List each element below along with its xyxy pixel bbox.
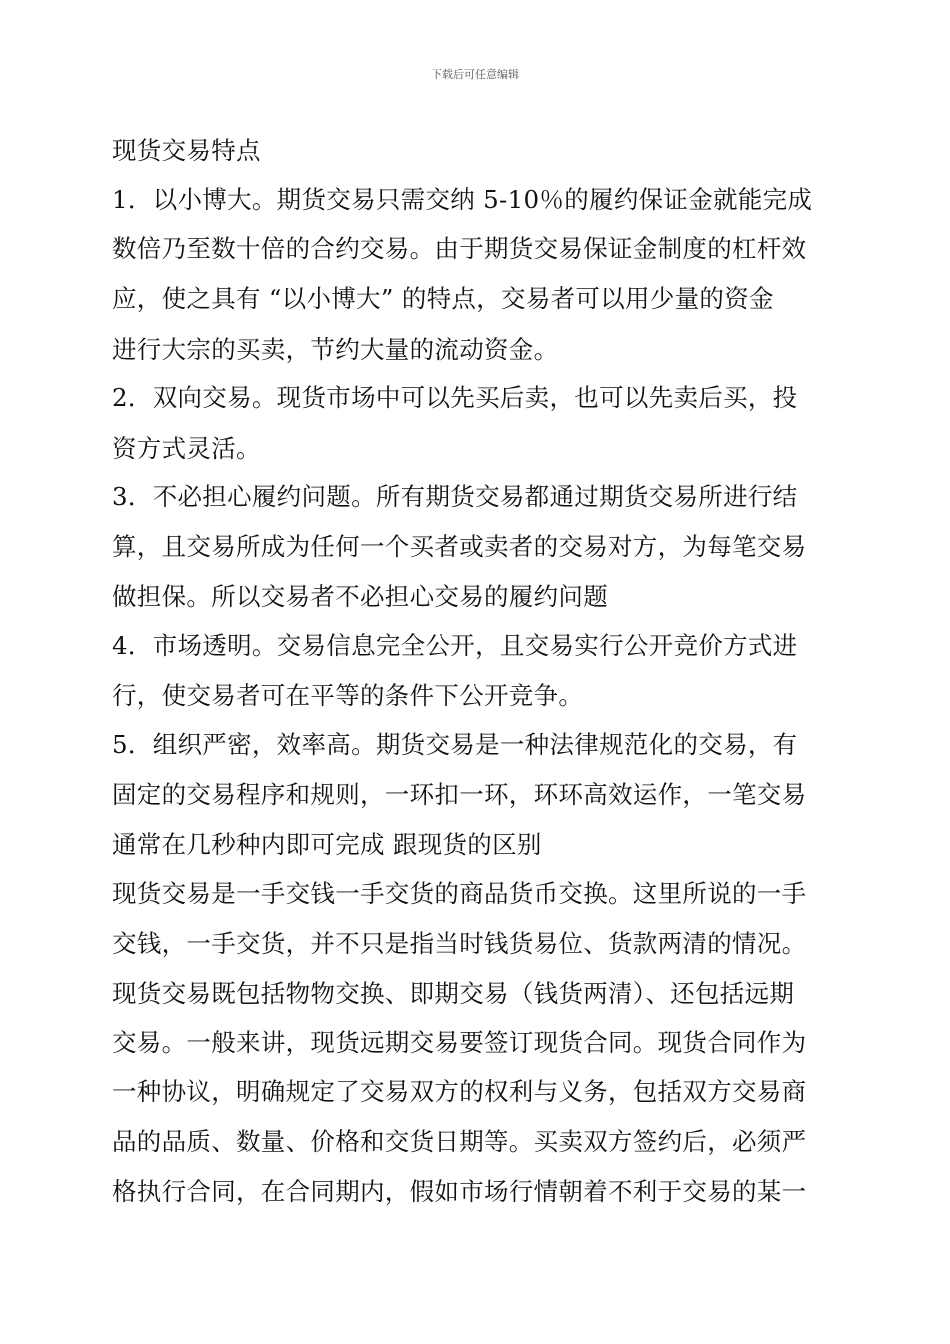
paragraph-line: 4．市场透明。交易信息完全公开，且交易实行公开竞价方式进 [112, 631, 798, 660]
paragraph-line: 2．双向交易。现货市场中可以先买后卖，也可以先卖后买，投 [112, 383, 798, 412]
paragraph-line: 通常在几秒种内即可完成 跟现货的区别 [112, 830, 542, 859]
paragraph-line: 数倍乃至数十倍的合约交易。由于期货交易保证金制度的杠杆效 [112, 234, 807, 263]
paragraph-line: 1．以小博大。期货交易只需交纳 5-10％的履约保证金就能完成 [112, 185, 813, 214]
paragraph-line: 交易。一般来讲，现货远期交易要签订现货合同。现货合同作为 [112, 1028, 807, 1057]
paragraph-line: 交钱，一手交货，并不只是指当时钱货易位、货款两清的情况。 [112, 929, 807, 958]
paragraph-line: 3．不必担心履约问题。所有期货交易都通过期货交易所进行结 [112, 482, 798, 511]
page-header-note: 下载后可任意编辑 [431, 68, 519, 81]
paragraph-line: 固定的交易程序和规则，一环扣一环，环环高效运作，一笔交易 [112, 780, 807, 809]
paragraph-line: 资方式灵活。 [112, 434, 261, 463]
paragraph-line: 现货交易是一手交钱一手交货的商品货币交换。这里所说的一手 [112, 879, 807, 908]
paragraph-line: 一种协议，明确规定了交易双方的权利与义务，包括双方交易商 [112, 1077, 807, 1106]
paragraph-line: 现货交易既包括物物交换、即期交易（钱货两清）、还包括远期 [112, 979, 795, 1008]
paragraph-line: 格执行合同，在合同期内，假如市场行情朝着不利于交易的某一 [112, 1177, 807, 1206]
paragraph-line: 品的品质、数量、价格和交货日期等。买卖双方签约后，必须严 [112, 1127, 807, 1156]
paragraph-line: 5．组织严密，效率高。期货交易是一种法律规范化的交易，有 [112, 730, 798, 759]
paragraph-line: 进行大宗的买卖，节约大量的流动资金。 [112, 335, 559, 364]
paragraph-line: 算，且交易所成为任何一个买者或卖者的交易对方，为每笔交易 [112, 532, 807, 561]
heading-line: 现货交易特点 [112, 136, 261, 165]
paragraph-line: 应，使之具有 “以小博大” 的特点，交易者可以用少量的资金 [112, 284, 774, 313]
paragraph-line: 行，使交易者可在平等的条件下公开竞争。 [112, 681, 584, 710]
paragraph-line: 做担保。所以交易者不必担心交易的履约问题 [112, 582, 608, 611]
